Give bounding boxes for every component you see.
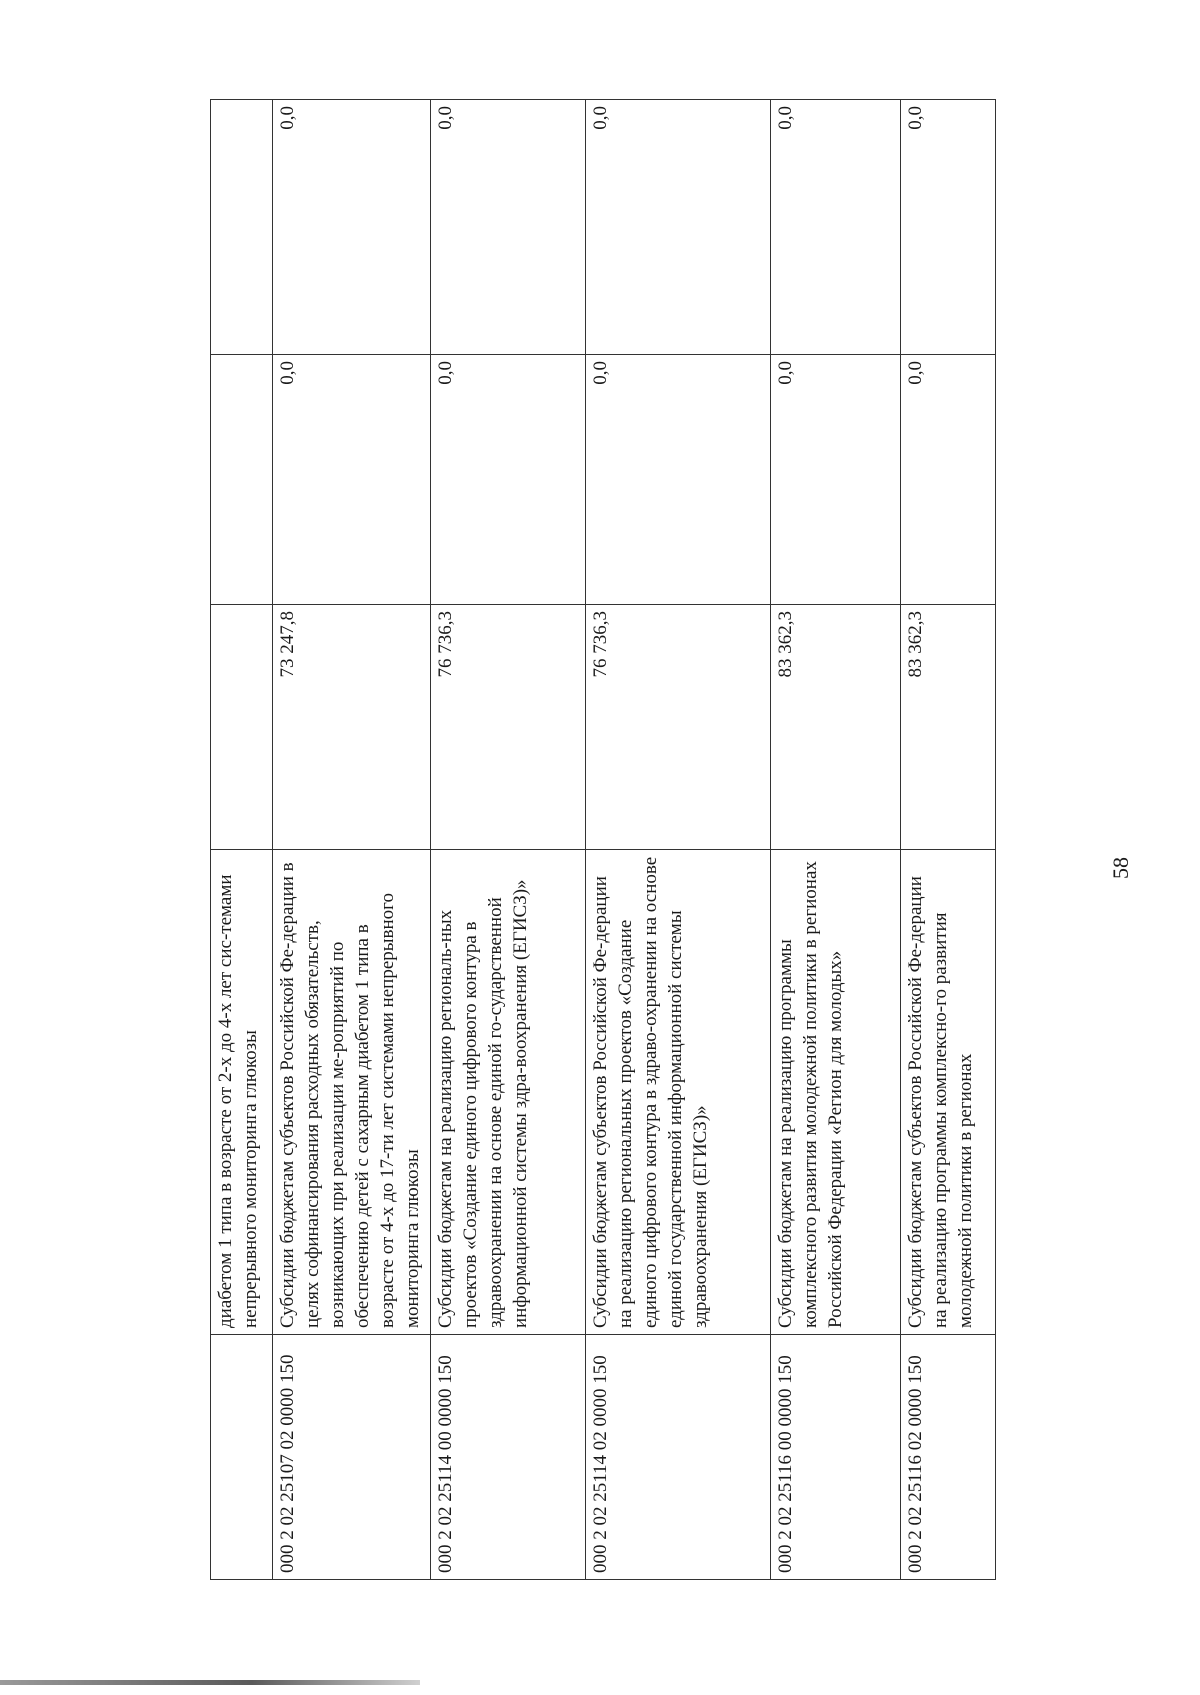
row-value-1: 76 736,3: [431, 605, 586, 850]
row-code: 000 2 02 25114 02 0000 150: [586, 1335, 771, 1580]
table-row: [431, 100, 586, 1580]
row-value-2: 0,0: [431, 355, 586, 605]
row-name: диабетом 1 типа в возрасте от 2-х до 4-х лет сис-темами непрерывного мониторинга глюкозы: [211, 850, 273, 1335]
scan-edge-line: [0, 1680, 420, 1685]
row-value-3: [211, 100, 273, 355]
table-row: [273, 100, 431, 1580]
page-number: 58: [1108, 857, 1133, 879]
row-name: Субсидии бюджетам субъектов Российской Фе-дерации в целях софинансирования расходных обязательств, возникающих при реализации ме-роприятий по обеспечению детей с сахарным диабетом 1 типа в возрасте от 4-х до 17-ти лет системами непрерывного мониторинга глюкозы: [273, 850, 431, 1335]
row-value-2: 0,0: [273, 355, 431, 605]
row-value-1: 83 362,3: [771, 605, 901, 850]
table-row: [586, 100, 771, 1580]
row-value-3: 0,0: [273, 100, 431, 355]
row-name: Субсидии бюджетам на реализацию региональ-ных проектов «Создание единого цифрового контура в здравоохранении на основе единой го-сударственной информационной системы здра-воохранения (ЕГИСЗ)»: [431, 850, 586, 1335]
rotated-page-content: [210, 100, 1020, 1580]
row-value-1: 76 736,3: [586, 605, 771, 850]
row-value-1: 83 362,3: [901, 605, 996, 850]
row-value-1: [211, 605, 273, 850]
row-value-3: 0,0: [431, 100, 586, 355]
row-value-2: [211, 355, 273, 605]
table-row: [211, 100, 273, 1580]
row-name: Субсидии бюджетам субъектов Российской Фе-дерации на реализацию программы комплексно-го развития молодежной политики в регионах: [901, 850, 996, 1335]
row-value-3: 0,0: [771, 100, 901, 355]
row-code: 000 2 02 25116 02 0000 150: [901, 1335, 996, 1580]
row-name: Субсидии бюджетам на реализацию программы комплексного развития молодежной политики в регионах Российской Федерации «Регион для молодых»: [771, 850, 901, 1335]
row-code: 000 2 02 25114 00 0000 150: [431, 1335, 586, 1580]
row-name: Субсидии бюджетам субъектов Российской Фе-дерации на реализацию региональных проектов «Создание единого цифрового контура в здраво-охранении на основе единой государственной информационной системы здравоохранения (ЕГИСЗ)»: [586, 850, 771, 1335]
table-row: [771, 100, 901, 1580]
row-code: 000 2 02 25107 02 0000 150: [273, 1335, 431, 1580]
row-value-2: 0,0: [586, 355, 771, 605]
row-code: [211, 1335, 273, 1580]
row-value-3: 0,0: [901, 100, 996, 355]
row-value-3: 0,0: [586, 100, 771, 355]
row-value-1: 73 247,8: [273, 605, 431, 850]
row-value-2: 0,0: [771, 355, 901, 605]
table-row: [901, 100, 996, 1580]
budget-table: [210, 99, 996, 1580]
row-code: 000 2 02 25116 00 0000 150: [771, 1335, 901, 1580]
row-value-2: 0,0: [901, 355, 996, 605]
